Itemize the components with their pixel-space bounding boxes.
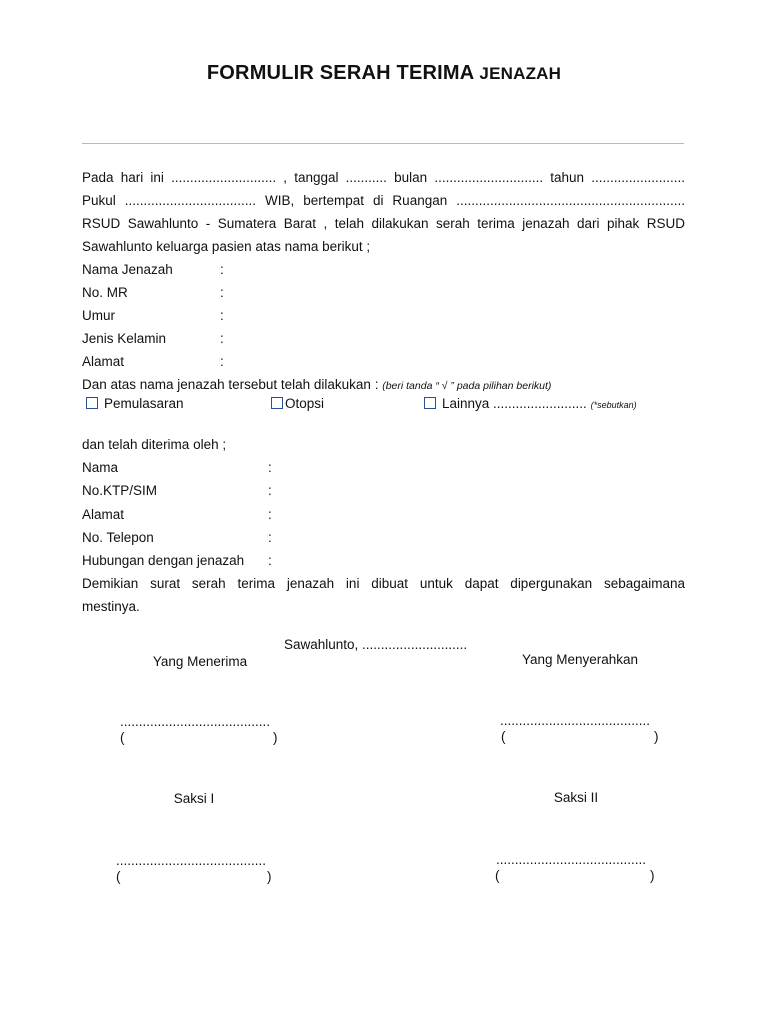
field-label-nama: Nama xyxy=(82,460,119,475)
received-heading: dan telah diterima oleh ; xyxy=(82,437,227,452)
intro-line-3: RSUD Sawahlunto - Sumatera Barat , telah dilakukan serah terima jenazah dari pihak RSUD xyxy=(82,216,685,231)
witness1-role: Saksi I xyxy=(173,791,215,806)
closing-line-2: mestinya. xyxy=(82,599,140,614)
place-date: Sawahlunto, ............................ xyxy=(284,637,468,652)
checkbox-icon[interactable] xyxy=(271,397,283,409)
intro-line-2: Pukul ................................... WIB, bertempat di Ruangan ............................................................. xyxy=(82,193,685,208)
option-label: Pemulasaran xyxy=(104,396,184,411)
giver-name-close: ) xyxy=(654,729,659,744)
field-sep: : xyxy=(268,460,272,475)
intro-line-4: Sawahlunto keluarga pasien atas nama berikut ; xyxy=(82,239,371,254)
field-sep: : xyxy=(268,507,272,522)
checkbox-icon[interactable] xyxy=(424,397,436,409)
field-label-alamat: Alamat xyxy=(82,354,125,369)
witness1-name-open: ( xyxy=(116,869,121,884)
witness1-name-close: ) xyxy=(267,869,272,884)
option-lainnya[interactable] xyxy=(424,396,637,413)
closing-line-1: Demikian surat serah terima jenazah ini dibuat untuk dapat dipergunakan sebagaimana xyxy=(82,576,685,591)
field-sep: : xyxy=(220,354,224,369)
field-sep: : xyxy=(220,285,224,300)
form-title-small: JENAZAH xyxy=(479,64,562,83)
giver-name-open: ( xyxy=(501,729,506,744)
field-label-hubungan: Hubungan dengan jenazah xyxy=(82,553,245,568)
option-note: (*sebutkan) xyxy=(590,400,637,410)
field-label-alamat-penerima: Alamat xyxy=(82,507,125,522)
field-sep: : xyxy=(220,308,224,323)
receiver-signature-line: ........................................ xyxy=(120,714,271,729)
witness1-signature-line: ........................................ xyxy=(116,853,267,868)
field-label-ktp-sim: No.KTP/SIM xyxy=(82,483,158,498)
field-label-umur: Umur xyxy=(82,308,115,323)
receiver-role: Yang Menerima xyxy=(152,654,248,669)
option-pemulasaran[interactable] xyxy=(86,396,184,412)
procedure-line xyxy=(82,377,551,394)
field-sep: : xyxy=(268,553,272,568)
option-label: Lainnya ......................... xyxy=(442,396,587,411)
intro-line-1: Pada hari ini ............................ , tanggal ........... bulan ............................. tahun ......................... xyxy=(82,170,685,185)
field-sep: : xyxy=(220,331,224,346)
checkbox-icon[interactable] xyxy=(86,397,98,409)
giver-role: Yang Menyerahkan xyxy=(521,652,639,667)
option-otopsi[interactable] xyxy=(271,396,324,412)
giver-signature-line: ........................................ xyxy=(500,713,651,728)
field-label-telepon: No. Telepon xyxy=(82,530,154,545)
witness2-signature-line: ........................................ xyxy=(496,852,647,867)
procedure-note: (beri tanda “ √ ” pada pilihan berikut) xyxy=(382,380,552,392)
witness2-name-close: ) xyxy=(650,868,655,883)
field-sep: : xyxy=(268,483,272,498)
procedure-text: Dan atas nama jenazah tersebut telah dilakukan : xyxy=(82,377,379,392)
title-divider xyxy=(82,143,684,144)
field-label-nama-jenazah: Nama Jenazah xyxy=(82,262,173,277)
form-title-main: FORMULIR SERAH TERIMA xyxy=(206,62,474,84)
field-sep: : xyxy=(268,530,272,545)
witness2-name-open: ( xyxy=(495,868,500,883)
field-label-no-mr: No. MR xyxy=(82,285,128,300)
receiver-name-open: ( xyxy=(120,730,125,745)
option-label: Otopsi xyxy=(285,396,325,411)
form-title xyxy=(0,62,768,85)
field-label-jenis-kelamin: Jenis Kelamin xyxy=(82,331,167,346)
field-sep: : xyxy=(220,262,224,277)
witness2-role: Saksi II xyxy=(553,790,599,805)
receiver-name-close: ) xyxy=(273,730,278,745)
